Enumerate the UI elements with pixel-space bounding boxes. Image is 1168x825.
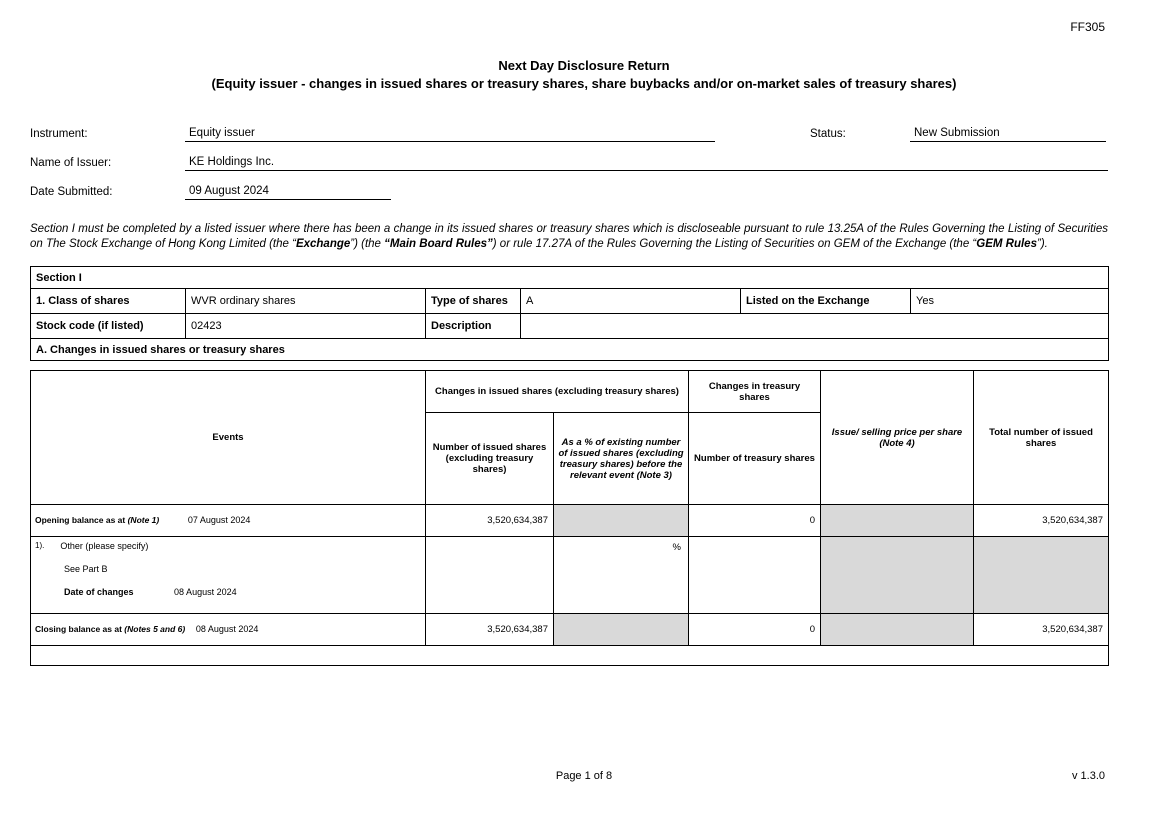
other-event-cell	[31, 537, 426, 614]
closing-num-treasury: 0	[689, 614, 821, 646]
class-of-shares-label: 1. Class of shares	[31, 289, 186, 314]
type-of-shares-value: A	[521, 289, 741, 314]
closing-balance-note: (Notes 5 and 6)	[124, 624, 186, 635]
total-issued-column-header: Total number of issued shares	[974, 371, 1109, 505]
date-submitted-label: Date Submitted:	[30, 186, 113, 198]
opening-balance-event-cell	[31, 505, 426, 537]
date-of-changes-label: Date of changes	[64, 587, 134, 598]
version-label: v 1.3.0	[1071, 770, 1105, 782]
closing-pct-cell	[554, 614, 689, 646]
date-submitted-value: 09 August 2024	[185, 185, 391, 200]
status-value: New Submission	[910, 127, 1106, 142]
closing-balance-date: 08 August 2024	[195, 624, 259, 635]
empty-spacer-cell	[31, 646, 1109, 666]
instrument-value: Equity issuer	[185, 127, 715, 142]
section1-table	[30, 266, 1109, 361]
closing-balance-label: Closing balance as at	[35, 624, 125, 635]
changes-table	[30, 370, 1109, 666]
opening-num-issued: 3,520,634,387	[426, 505, 554, 537]
other-event-line	[35, 541, 421, 551]
stock-code-row	[31, 314, 1109, 339]
type-of-shares-label: Type of shares	[426, 289, 521, 314]
changes-header-row-1	[31, 371, 1109, 413]
class-of-shares-value: WVR ordinary shares	[186, 289, 426, 314]
opening-balance-note: (Note 1)	[127, 515, 160, 526]
class-of-shares-row	[31, 289, 1109, 314]
closing-price-cell	[821, 614, 974, 646]
date-submitted-row	[30, 171, 1108, 200]
opening-num-treasury: 0	[689, 505, 821, 537]
header-fields	[30, 113, 1108, 200]
opening-total: 3,520,634,387	[974, 505, 1109, 537]
page-title: Next Day Disclosure Return	[498, 58, 670, 73]
closing-balance-event-cell	[31, 614, 426, 646]
other-event-detail: See Part B	[64, 564, 108, 575]
issued-shares-group-header: Changes in issued shares (excluding treasury shares)	[426, 371, 689, 413]
instrument-label: Instrument:	[30, 128, 88, 140]
other-event-index: 1).	[35, 541, 45, 551]
instrument-row	[30, 113, 1108, 142]
other-price-cell	[821, 537, 974, 614]
closing-total: 3,520,634,387	[974, 614, 1109, 646]
num-issued-column-header: Number of issued shares (excluding treasury shares)	[426, 413, 554, 505]
issuer-row	[30, 142, 1108, 171]
closing-balance-row	[31, 614, 1109, 646]
date-of-changes-value: 08 August 2024	[174, 587, 237, 598]
part-a-header-row	[31, 339, 1109, 361]
description-label: Description	[426, 314, 521, 339]
other-total-cell	[974, 537, 1109, 614]
intro-paragraph: Section I must be completed by a listed issuer where there has been a change in its issued shares or treasury shares which is discloseable pursuant to rule 13.25A of the Rules Governing the Listing of Securities on The Stock Exchange of Hong Kong Limited (the “Exchange”) (the “Main Board Rules”) or rule 17.27A of the Rules Governing the Listing of Securities on GEM of the Exchange (the “GEM Rules”).	[30, 223, 1108, 251]
issuer-label: Name of Issuer:	[30, 157, 112, 169]
listed-on-exchange-value: Yes	[911, 289, 1109, 314]
other-num-issued-cell	[426, 537, 554, 614]
section1-title: Section I	[31, 267, 1109, 289]
opening-pct-cell	[554, 505, 689, 537]
title-block	[0, 58, 1168, 91]
other-event-label: Other (please specify)	[60, 541, 149, 552]
listed-on-exchange-label: Listed on the Exchange	[741, 289, 911, 314]
other-pct-cell: %	[554, 537, 689, 614]
stock-code-label: Stock code (if listed)	[31, 314, 186, 339]
price-column-header: Issue/ selling price per share (Note 4)	[821, 371, 974, 505]
form-code: FF305	[1070, 20, 1105, 34]
empty-spacer-row	[31, 646, 1109, 666]
part-a-title: A. Changes in issued shares or treasury shares	[31, 339, 1109, 361]
opening-balance-row	[31, 505, 1109, 537]
stock-code-value: 02423	[186, 314, 426, 339]
page-subtitle: (Equity issuer - changes in issued shares or treasury shares, share buybacks and/or on-market sales of treasury shares)	[211, 76, 957, 91]
description-value	[521, 314, 1109, 339]
other-date-of-changes	[64, 587, 421, 597]
opening-balance-label: Opening balance as at	[35, 515, 128, 526]
closing-num-issued: 3,520,634,387	[426, 614, 554, 646]
status-label: Status:	[810, 128, 846, 140]
pct-column-header: As a % of existing number of issued shares (excluding treasury shares) before the relevant event (Note 3)	[554, 413, 689, 505]
opening-balance-date: 07 August 2024	[187, 515, 251, 526]
other-num-treasury-cell	[689, 537, 821, 614]
opening-price-cell	[821, 505, 974, 537]
events-column-header: Events	[31, 371, 426, 505]
num-treasury-column-header: Number of treasury shares	[689, 413, 821, 505]
issuer-value: KE Holdings Inc.	[185, 156, 1108, 171]
other-event-row	[31, 537, 1109, 614]
section1-header-row	[31, 267, 1109, 289]
page-number: Page 1 of 8	[555, 770, 613, 782]
treasury-shares-group-header: Changes in treasury shares	[689, 371, 821, 413]
